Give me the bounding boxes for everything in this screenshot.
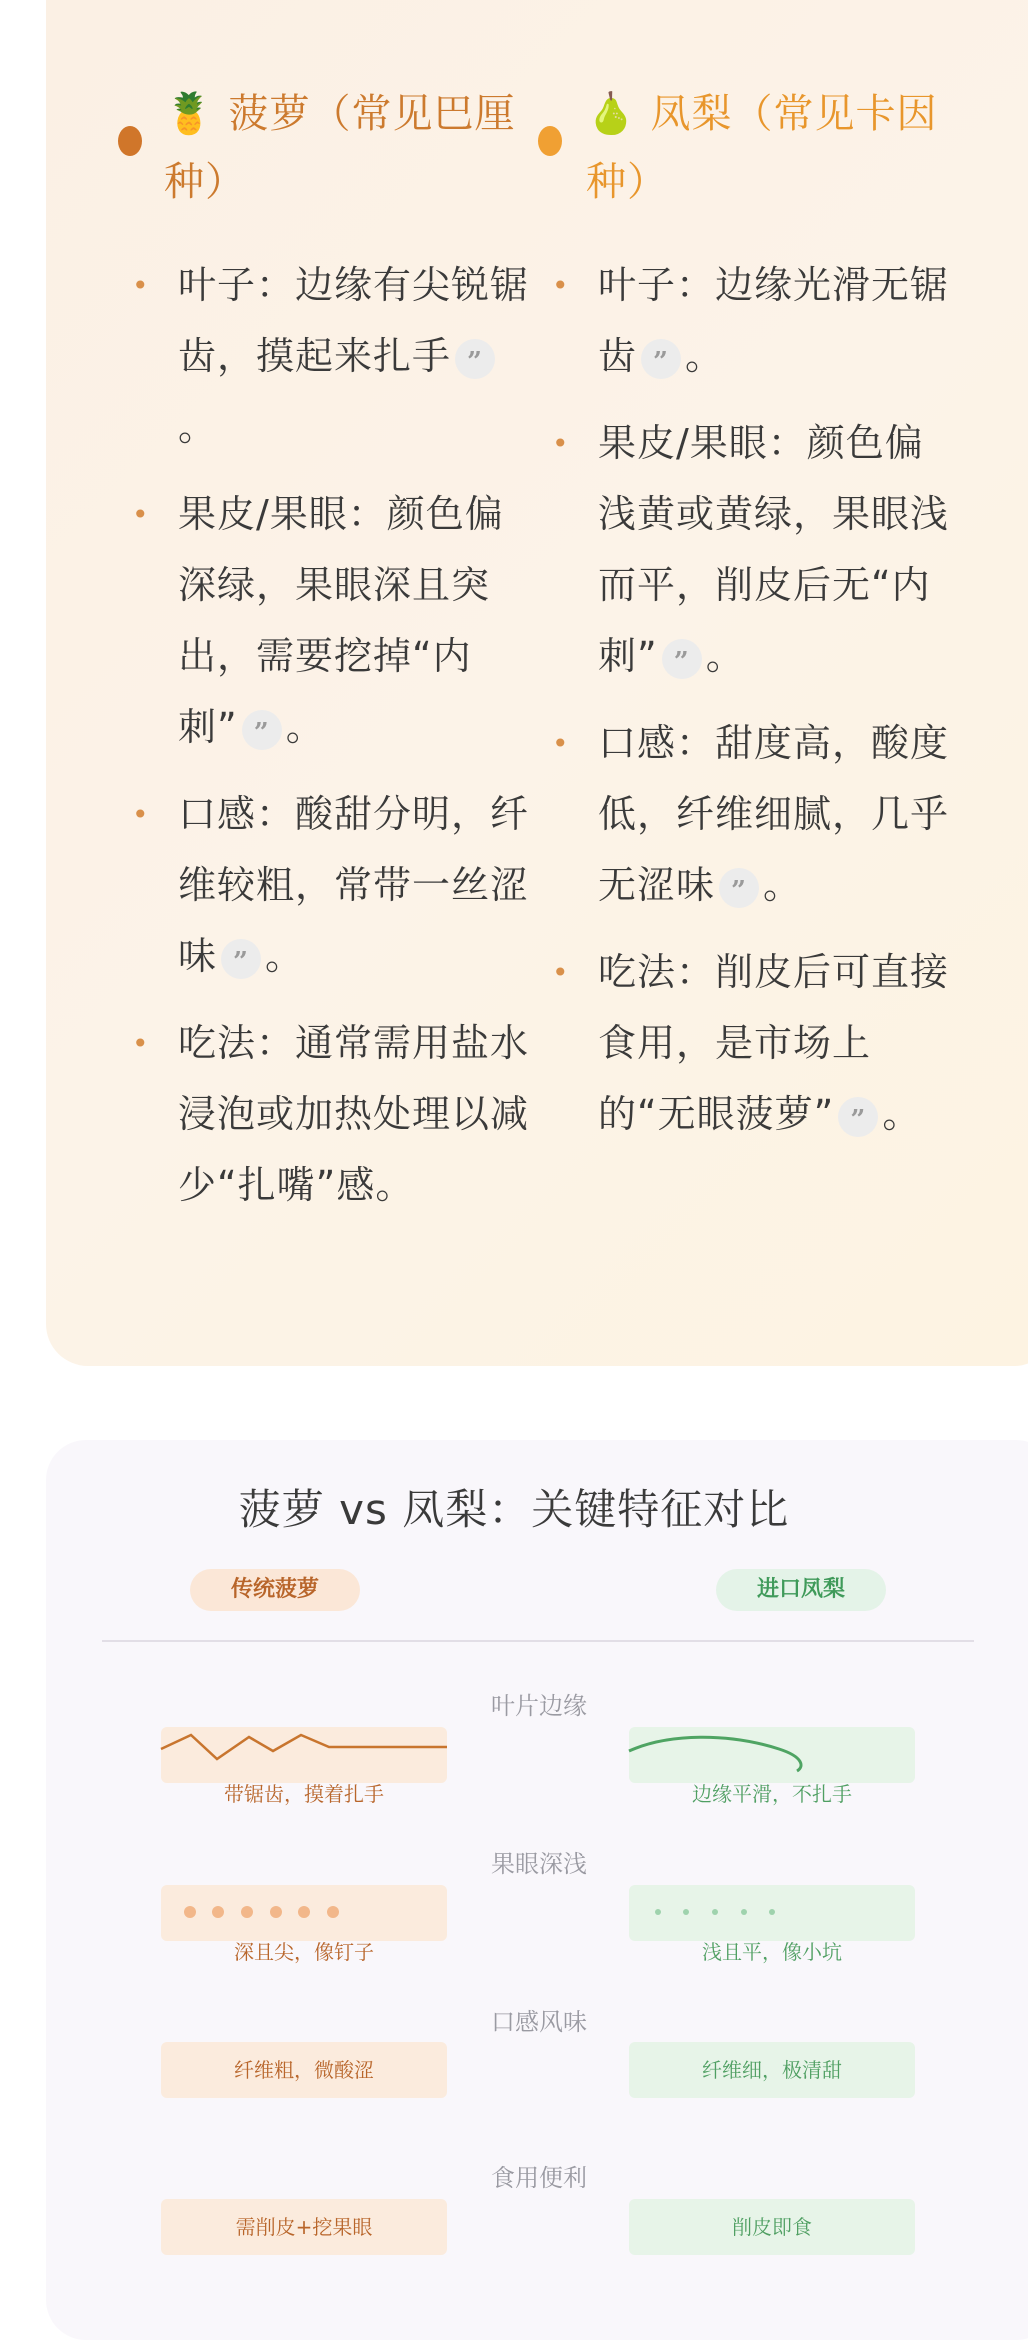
citation-icon[interactable]: ” — [242, 710, 282, 750]
serrated-edge-icon — [161, 1727, 447, 1783]
imported-pear-tag: 进口凤梨 — [716, 1569, 886, 1611]
comparison-title: 菠萝 vs 凤梨：关键特征对比 — [238, 1485, 790, 1534]
shallow-eyes-icon — [629, 1885, 915, 1941]
traditional-pineapple-tag: 传统菠萝 — [190, 1569, 360, 1611]
pear-feature-list — [552, 250, 950, 1166]
list-item: • 叶子：边缘光滑无锯齿 ” 。 — [552, 263, 950, 378]
citation-icon[interactable]: ” — [838, 1097, 878, 1137]
shallow-eye-label: 浅且平，像小坑 — [702, 1940, 842, 1964]
list-item: • 叶子：边缘有尖锐锯齿，摸起来扎手 ”。 — [132, 263, 530, 449]
category-convenience: 食用便利 — [491, 2164, 587, 2192]
citation-icon[interactable]: ” — [719, 868, 759, 908]
pineapple-feature-list — [132, 250, 530, 1237]
citation-icon[interactable]: ” — [662, 639, 702, 679]
taste-left-label: 纤维粗，微酸涩 — [234, 2058, 374, 2082]
taste-right-label: 纤维细，极清甜 — [702, 2058, 842, 2082]
list-item: • 吃法：通常需用盐水浸泡或加热处理以减少“扎嘴”感。 — [132, 1021, 530, 1207]
citation-icon[interactable]: ” — [221, 939, 261, 979]
deep-eye-label: 深且尖，像钉子 — [234, 1940, 374, 1964]
category-leaf-edge: 叶片边缘 — [491, 1692, 587, 1720]
list-item: • 果皮/果眼：颜色偏深绿，果眼深且突出，需要挖掉“内刺” ” 。 — [132, 492, 504, 749]
category-taste: 口感风味 — [491, 2008, 587, 2036]
divider — [102, 1640, 974, 1642]
convenience-right-label: 削皮即食 — [732, 2215, 812, 2239]
right-heading-dot — [538, 126, 562, 156]
pineapple-heading: 🍍 菠萝（常见巴厘种） — [164, 91, 516, 205]
list-item: • 吃法：削皮后可直接食用，是市场上的“无眼菠萝” ” 。 — [552, 950, 950, 1136]
category-eye-depth: 果眼深浅 — [491, 1850, 587, 1878]
smooth-edge-icon — [629, 1727, 915, 1783]
list-item: • 果皮/果眼：颜色偏浅黄或黄绿，果眼浅而平，削皮后无“内刺” ” 。 — [552, 421, 950, 678]
citation-icon[interactable]: ” — [455, 339, 495, 379]
serrated-leaf-label: 带锯齿，摸着扎手 — [224, 1782, 384, 1806]
smooth-leaf-label: 边缘平滑，不扎手 — [692, 1782, 852, 1806]
convenience-left-label: 需削皮+挖果眼 — [235, 2215, 373, 2239]
citation-icon[interactable]: ” — [641, 339, 681, 379]
deep-eyes-icon — [161, 1885, 447, 1941]
pear-heading: 🍐 凤梨（常见卡因种） — [586, 91, 938, 205]
left-heading-dot — [118, 126, 142, 156]
list-item: • 口感：酸甜分明，纤维较粗，常带一丝涩味 ” 。 — [132, 792, 530, 978]
list-item: • 口感：甜度高，酸度低，纤维细腻，几乎无涩味 ” 。 — [552, 721, 950, 907]
